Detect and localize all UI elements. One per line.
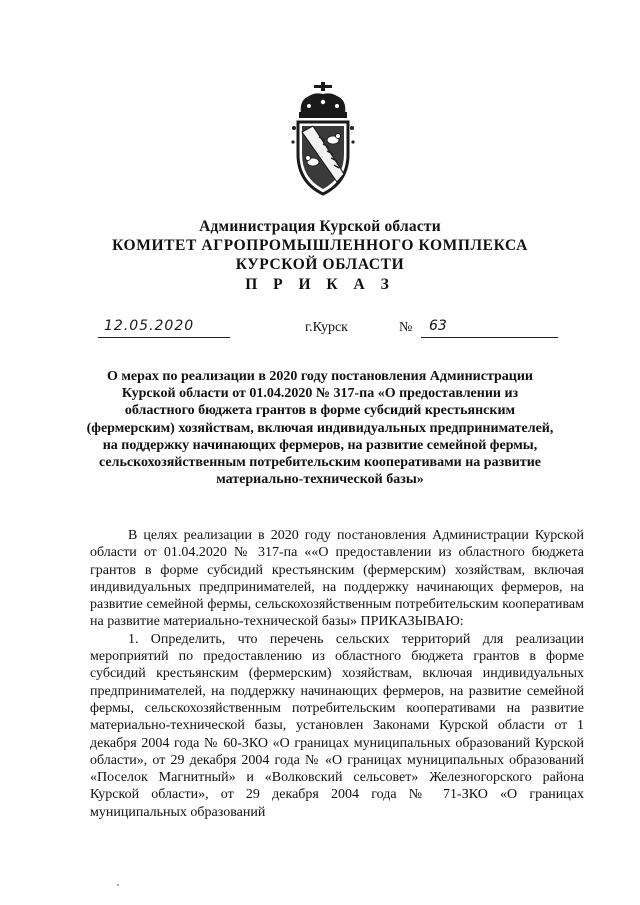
scan-speck — [117, 884, 119, 886]
number-sign: № — [399, 320, 413, 335]
region-heading: КУРСКОЙ ОБЛАСТИ — [235, 256, 405, 273]
administration-heading: Администрация Курской области — [199, 218, 441, 235]
order-body — [90, 527, 584, 821]
order-city: г.Курск — [305, 320, 348, 335]
order-number: 63 — [421, 318, 558, 338]
item-1-paragraph: 1. Определить, что перечень сельских территорий для реализации мероприятий по предоставлению из областного бюджета грантов в форме субсидий крестьянским (фермерским) хозяйствам, включая индивидуальных предпринимателей, на поддержку начинающих фермеров, на развитие семейной фермы, сельскохозяйственным потребительским кооперативами на развитие материально-технической базы, установлен Законами Курской области от 1 декабря 2004 года № 60-ЗКО «О границах муниципальных образований Курской области», от 29 декабря 2004 года № «О границах муниципальных образований «Поселок Магнитный» и «Волковский сельсовет» Железногорского района Курской области», от 29 декабря 2004 года № 71-ЗКО «О границах муниципальных образований — [90, 631, 584, 820]
order-date: 12.05.2020 — [98, 318, 230, 338]
document-type-heading: П Р И К А З — [245, 276, 395, 293]
coat-of-arms-emblem — [289, 82, 357, 197]
order-title: О мерах по реализации в 2020 году постановления Администрации Курской области от 01.04.2020 № 317-па «О предоставлении из областного бюджета грантов в форме субсидий крестьянским (фермерским) хозяйствам, включая индивидуальных предпринимателей, на поддержку начинающих фермеров, на развитие семейной фермы, сельскохозяйственным потребительским кооперативами на развитие материально-технической базы» — [86, 369, 554, 488]
committee-heading: КОМИТЕТ АГРОПРОМЫШЛЕННОГО КОМПЛЕКСА — [112, 237, 528, 254]
preamble-paragraph: В целях реализации в 2020 году постановления Администрации Курской области от 01.04.2020 № 317-па ««О предоставлении из областного бюджета грантов в форме субсидий крестьянским (фермерским) хозяйствам, включая индивидуальных предпринимателей, на поддержку начинающих фермеров, на развитие семейной фермы, сельскохозяйственным потребительским кооперативам на развитие материально-технической базы» ПРИКАЗЫВАЮ: — [90, 528, 584, 630]
